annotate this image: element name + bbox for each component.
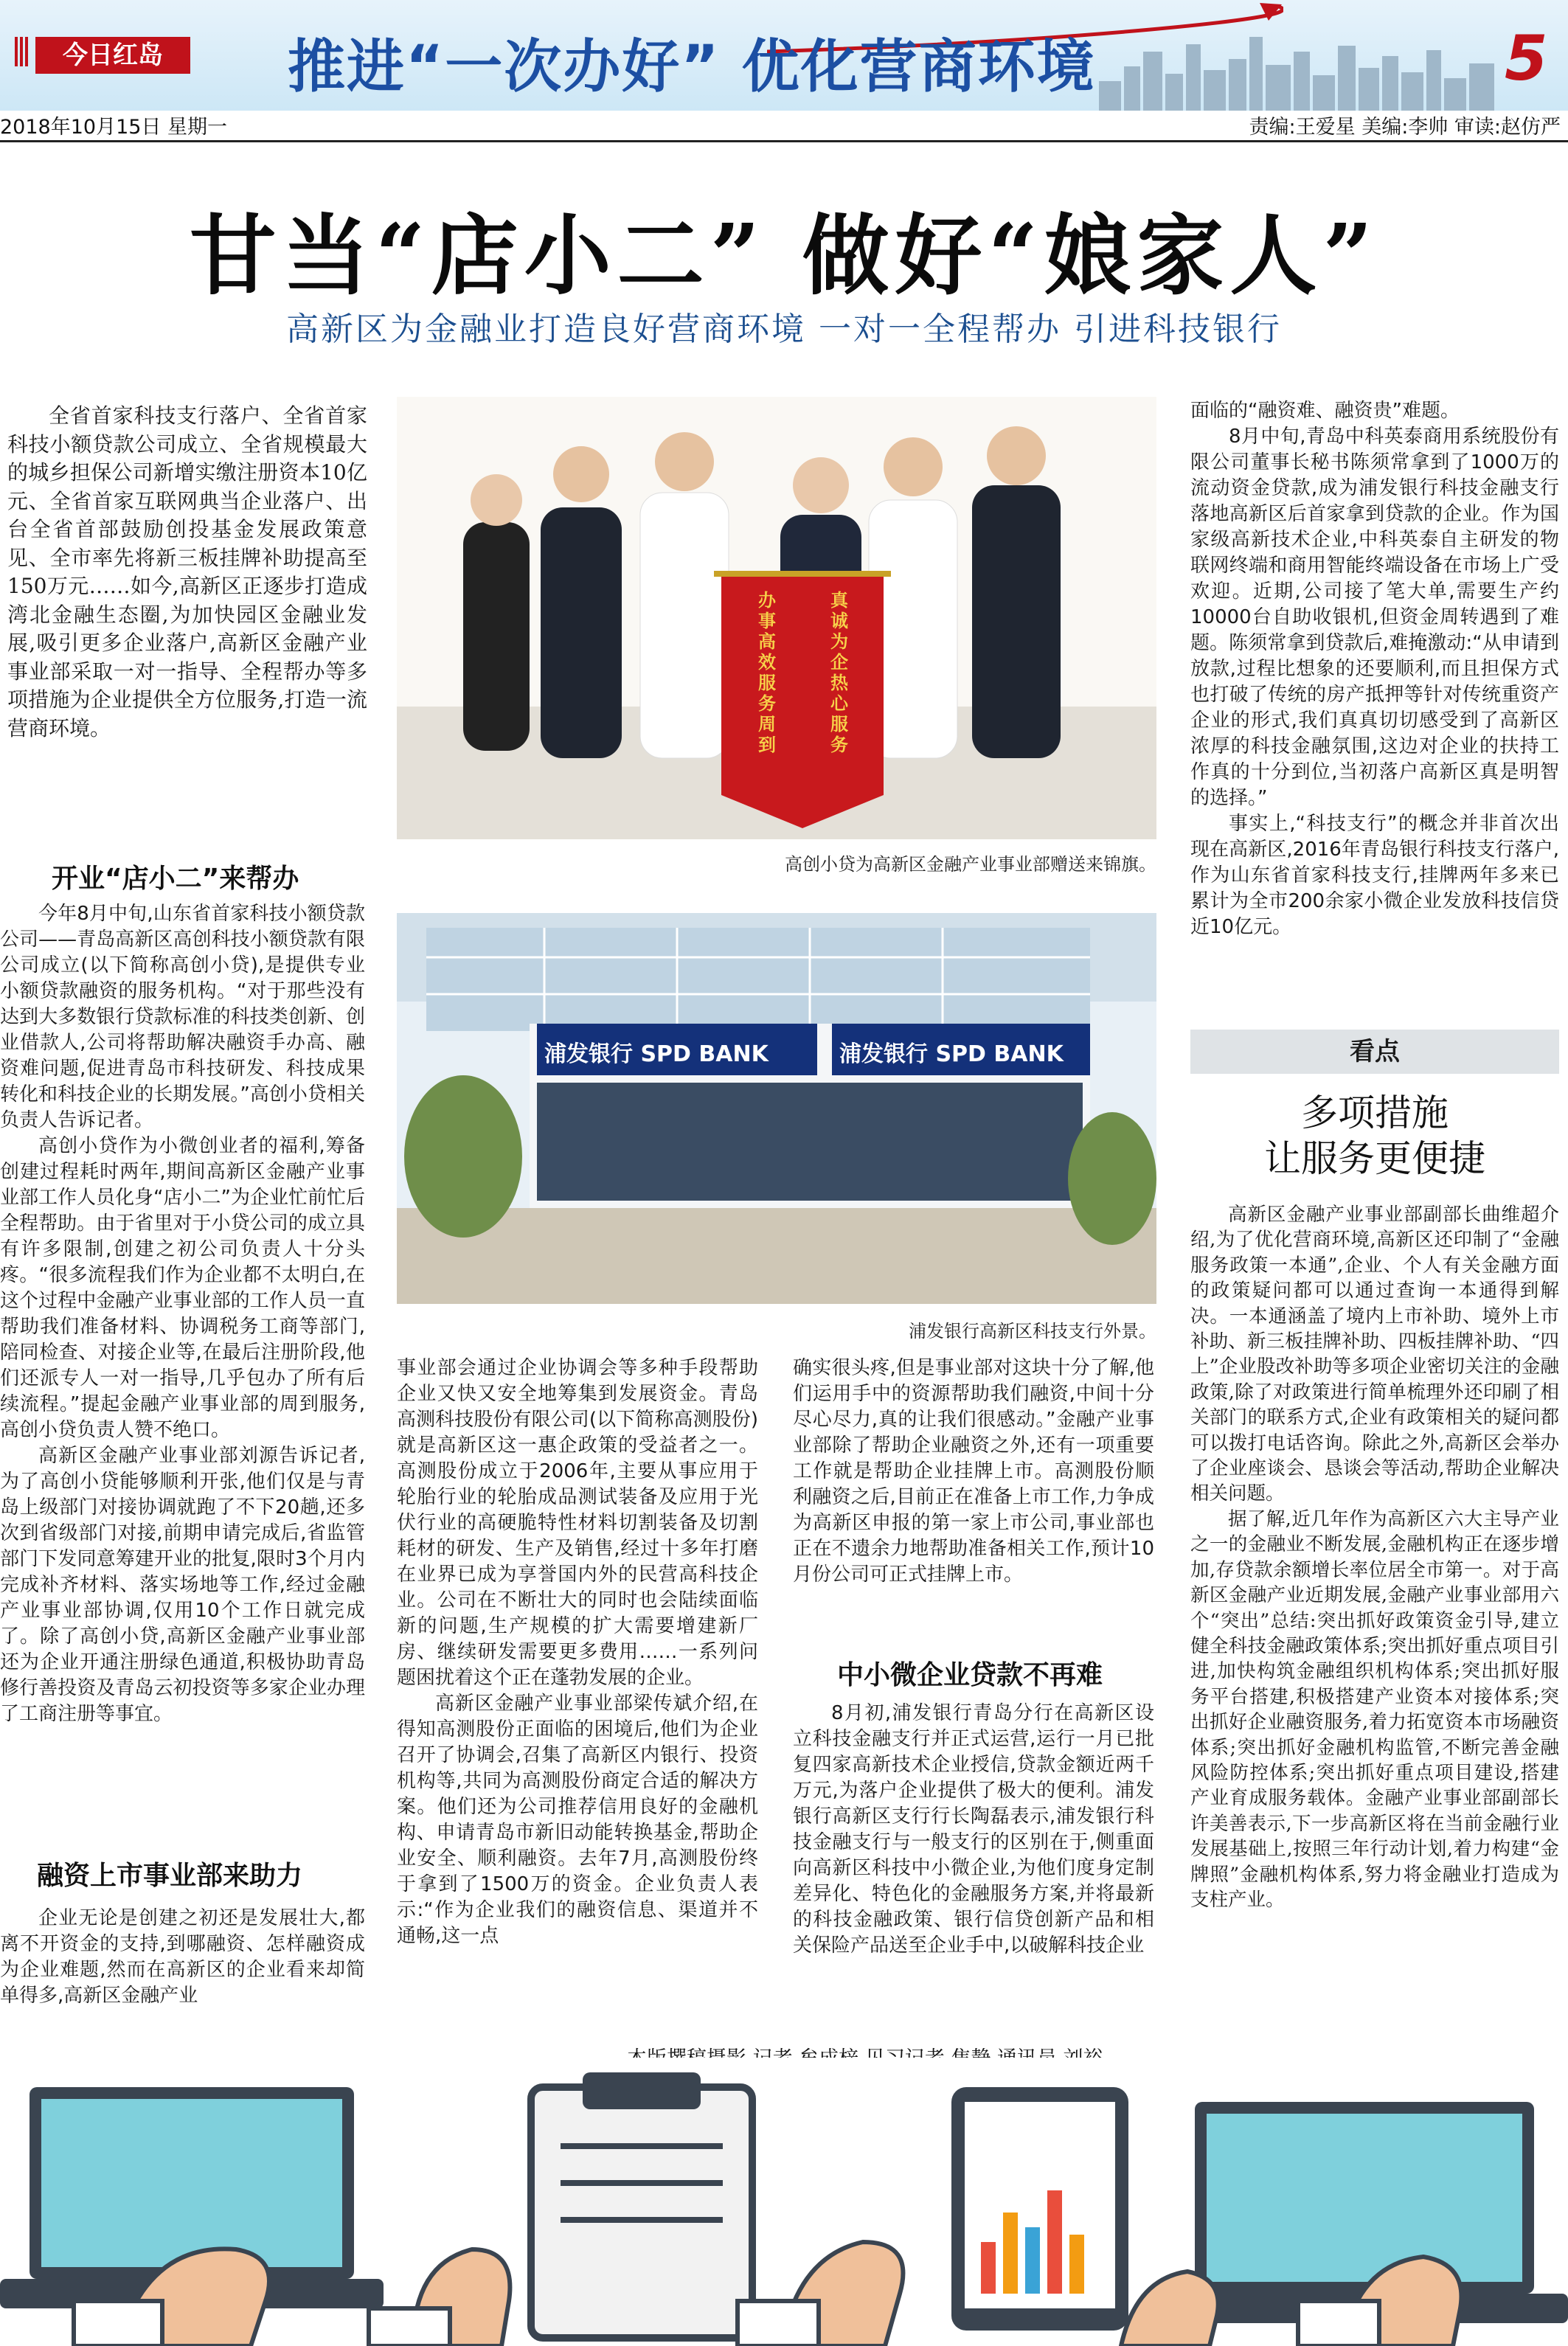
column-2-body: 事业部会通过企业协调会等多种手段帮助企业又快又安全地筹集到发展资金。青岛高测科技股份有限公司(以下简称高测股份)就是高新区这一惠企政策的受益者之一。高测股份成立于2006年,主要从事应用于轮胎行业的轮胎成品测试装备及应用于光伏行业的高硬脆特性材料切割装备及切割耗材的研发、生产及销售,经过十多年打磨在业界已成为享誉国内外的民营高科技企业。公司在不断壮大的同时也会陆续面临新的问题,生产规模的扩大需要增建新厂房、继续研发需要更多费用……一系列问题困扰着这个正在蓬勃发展的企业。 高新区金融产业事业部梁传斌介绍,在得知高测股份正面临的困境后,他们为企业召开了协调会,召集了高新区内银行、投资机构等,共同为高测股份商定合适的解决方案。他们还为公司推荐信用良好的金融机构、申请青岛市新旧动能转换基金,帮助企业安全、顺利融资。去年7月,高测股份终于拿到了1500万的资金。企业负责人表示:“作为企业我们的融资信息、渠道并不通畅,这一点 [397, 1357, 758, 1947]
photo-caption-1: 高创小贷为高新区金融产业事业部赠送来锦旗。 [785, 854, 1156, 875]
page-subhead: 高新区为金融业打造良好营商环境 一对一全程帮办 引进科技银行 [286, 310, 1282, 348]
banner-title: 推进“一次办好” 优化营商环境 [288, 34, 1096, 100]
highlight-title-line-1: 多项措施 [1301, 1092, 1449, 1134]
section-title-1: 开业“店小二”来帮办 [52, 864, 299, 894]
bank-photo [397, 913, 1156, 1304]
column-3-body: 确实很头疼,但是事业部对这块十分了解,他们运用手中的资源帮助我们融资,中间十分尽心尽力,真的让我们很感动。”金融产业事业部除了帮助企业融资之外,还有一项重要工作就是帮助企业挂牌上市。高测股份顺利融资之后,目前正在准备上市工作,力争成为高新区申报的第一家上市公司,事业部也正在不遗余力地帮助准备相关工作,预计10月份公司可正式挂牌上市。 [793, 1357, 1154, 1586]
section-tag: 今日红岛 [35, 37, 190, 74]
pennant-text-right: 真诚为企 热心服务 [830, 589, 848, 755]
photo-caption-2: 浦发银行高新区科技支行外景。 [909, 1321, 1156, 1342]
section-1-body: 今年8月中旬,山东省首家科技小额贷款公司——青岛高新区高创科技小额贷款有限公司成立(以下简称高创小贷),是提供专业小额贷款融资的服务机构。“对于那些没有达到大多数银行贷款标准的科技类创新、创业借款人,公司将帮助解决融资手办高、融资难问题,促进青岛市科技研发、科技成果转化和科技企业的长期发展。”高创小贷相关负责人告诉记者。 高创小贷作为小微创业者的福利,筹备创建过程耗时两年,期间高新区金融产业事业部工作人员化身“店小二”为企业忙前忙后全程帮助。由于省里对于小贷公司的成立具有许多限制,创建之初公司负责人十分头疼。“很多流程我们作为企业都不太明白,在这个过程中金融产业事业部的工作人员一直帮助我们准备材料、协调税务工商等部门,陪同检查、对接企业等,在最后注册阶段,他们还派专人一对一指导,几乎包办了所有后续流程。”提起金融产业事业部的周到服务,高创小贷负责人赞不绝口。 高新区金融产业事业部刘源告诉记者,为了高创小贷能够顺利开张,他们仅是与青岛上级部门对接协调就跑了不下20趟,还多次到省级部门对接,前期申请完成后,省监管部门下发同意筹建开业的批复,限时3个月内完成补齐材料、落实场地等工作,经过金融产业事业部协调,仅用10个工作日就完成了。除了高创小贷,高新区金融产业事业部还为企业开通注册绿色通道,积极协助青岛修行善投资及青岛云初投资等多家企业办理了工商注册等事宜。 [0, 903, 365, 1725]
city-skyline-icon [1099, 30, 1497, 111]
editor-credits: 责编:王爱星 美编:李帅 审读:赵仿严 [1249, 116, 1561, 139]
section-stripe-mark [15, 37, 28, 66]
page-number: 5 [1505, 22, 1548, 94]
highlight-title-line-2: 让服务更便捷 [1264, 1137, 1485, 1180]
highlight-body: 高新区金融产业事业部副部长曲维超介绍,为了优化营商环境,高新区还印制了“金融服务政策一本通”,企业、个人有关金融方面的政策疑问都可以通过查询一本通得到解决。一本通涵盖了境内上市补助、境外上市补助、新三板挂牌补助、四板挂牌补助、“四上”企业股改补助等多项企业密切关注的金融政策,除了对政策进行简单梳理外还印刷了相关部门的联系方式,企业有政策相关的疑问都可以拨打电话咨询。除此之外,高新区会举办了企业座谈会、恳谈会等活动,帮助企业解决相关问题。 据了解,近几年作为高新区六大主导产业之一的金融业不断发展,金融机构正在逐步增加,存贷款余额增长率位居全市第一。对于高新区金融产业近期发展,金融产业事业部用六个“突出”总结:突出抓好政策资金引导,建立健全科技金融政策体系;突出抓好重点项目引进,加快构筑金融组织机构体系;突出抓好服务平台搭建,积极搭建产业资本对接体系;突出抓好企业融资服务,着力拓宽资本市场融资体系;突出抓好金融机构监管,不断完善金融风险防控体系;突出抓好重点项目建设,搭建产业育成服务载体。金融产业事业部副部长许美善表示,下一步高新区将在当前金融行业发展基础上,按照三年行动计划,着力构建“金牌照”金融机构体系,努力将金融业打造成为支柱产业。 [1190, 1204, 1559, 1911]
section-2-body: 企业无论是创建之初还是发展壮大,都离不开资金的支持,到哪融资、怎样融资成为企业难题,然而在高新区的企业看来却简单得多,高新区金融产业 [0, 1907, 365, 2007]
intro-paragraph: 全省首家科技支行落户、全省首家科技小额贷款公司成立、全省规模最大的城乡担保公司新增实缴注册资本10亿元、全省首家互联网典当企业落户、出台全省首部鼓励创投基金发展政策意见、全市率先将新三板挂牌补助提高至150万元……如今,高新区正逐步打造成湾北金融生态圈,为加快园区金融业发展,吸引更多企业落户,高新区金融产业事业部采取一对一指导、全程帮办等多项措施为企业提供全方位服务,打造一流营商环境。 [7, 403, 367, 740]
section-title-2: 融资上市事业部来助力 [37, 1861, 303, 1891]
hands-with-devices-illustration [0, 2058, 1568, 2346]
header-rule [0, 140, 1568, 142]
issue-date: 2018年10月15日 星期一 [0, 116, 228, 139]
group-photo [397, 397, 1156, 839]
column-3-body-2: 8月初,浦发银行青岛分行在高新区设立科技金融支行并正式运营,运行一月已批复四家高新技术企业授信,贷款金额近两千万元,为落户企业提供了极大的便利。浦发银行高新区支行行长陶磊表示,浦发银行科技金融支行与一般支行的区别在于,侧重面向高新区科技中小微企业,为他们度身定制差异化、特色化的金融服务方案,并将最新的科技金融政策、银行信贷创新产品和相关保险产品送至企业手中,以破解科技企业 [793, 1702, 1154, 1957]
highlight-title [1190, 1090, 1559, 1181]
pennant-text-left: 办事高效 服务周到 [758, 589, 776, 755]
page-headline: 甘当“店小二” 做好“娘家人” [189, 204, 1379, 307]
column-4-body: 面临的“融资难、融资贵”难题。 8月中旬,青岛中科英泰商用系统股份有限公司董事长秘书陈须常拿到了1000万的流动资金贷款,成为浦发银行科技金融支行落地高新区后首家拿到贷款的企业。作为国家级高新技术企业,中科英泰自主研发的物联网终端和商用智能终端设备在市场上广受欢迎。近期,公司接了笔大单,需要生产约10000台自助收银机,但资金周转遇到了难题。陈须常拿到贷款后,难掩激动:“从申请到放款,过程比想象的还要顺利,而且担保方式也打破了传统的房产抵押等针对传统重资产企业的形式,我们真真切切感受到了高新区浓厚的科技金融氛围,这边对企业的扶持工作真的十分到位,当初落户高新区真是明智的选择。” 事实上,“科技支行”的概念并非首次出现在高新区,2016年青岛银行科技支行落户,作为山东省首家科技支行,挂牌两年多来已累计为全市200余家小微企业发放科技信贷近10亿元。 [1190, 400, 1559, 938]
bank-sign-left: 浦发银行 SPD BANK [544, 1041, 769, 1067]
highlight-label: 看点 [1190, 1030, 1559, 1074]
bank-sign-right: 浦发银行 SPD BANK [839, 1041, 1064, 1067]
section-title-3: 中小微企业贷款不再难 [837, 1660, 1103, 1690]
